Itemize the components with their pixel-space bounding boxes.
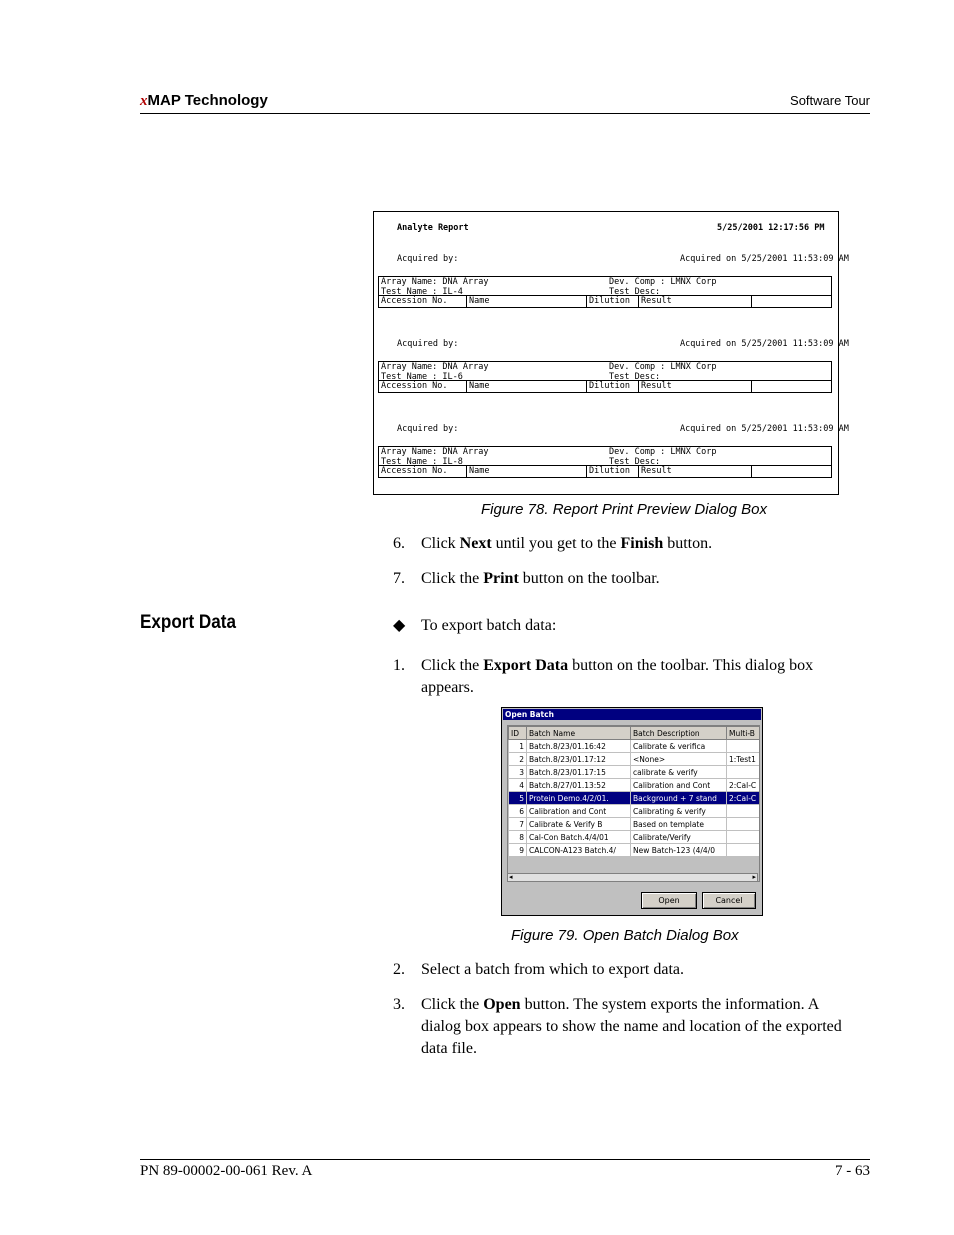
grid-cell[interactable]: Batch.8/23/01.16:42 [527, 740, 631, 753]
step-number: 3. [393, 996, 405, 1013]
step-text: Click Next until you get to the Finish button. [421, 535, 713, 552]
grid-cell[interactable]: Cal-Con Batch.4/4/01 [527, 831, 631, 844]
grid-cell[interactable]: Calibrate/Verify [631, 831, 727, 844]
col-accession: Accession No. [381, 296, 448, 306]
step-text: Select a batch from which to export data. [421, 961, 685, 978]
col-name: Name [466, 381, 489, 392]
grid-column-header[interactable]: Batch Description [631, 727, 727, 740]
acquired-on-label: Acquired on 5/25/2001 11:53:09 AM [680, 254, 849, 264]
grid-cell[interactable] [727, 805, 760, 818]
acquired-by-label: Acquired by: [397, 424, 459, 434]
col-name: Name [466, 296, 489, 307]
grid-cell[interactable]: 1 [509, 740, 527, 753]
result-header-row [378, 296, 832, 308]
table-row[interactable] [509, 779, 760, 792]
grid-cell[interactable]: calibrate & verify [631, 766, 727, 779]
table-row[interactable] [509, 831, 760, 844]
grid-column-header[interactable]: Batch Name [527, 727, 631, 740]
col-dilution: Dilution [586, 381, 630, 392]
col-result: Result [638, 466, 672, 477]
bullet-text: To export batch data: [421, 617, 557, 634]
report-preview [373, 211, 849, 495]
grid-cell[interactable]: 6 [509, 805, 527, 818]
step-number: 1. [393, 657, 405, 674]
table-row[interactable] [509, 792, 760, 805]
footer-rule [140, 1159, 870, 1160]
table-row[interactable] [509, 805, 760, 818]
test-desc: Test Desc: [609, 372, 661, 382]
assay-info [378, 446, 832, 466]
scroll-right-arrow-icon[interactable]: ▸ [752, 873, 756, 881]
col-blank [751, 381, 754, 392]
assay-info [378, 361, 832, 381]
figure-79-caption: Figure 79. Open Batch Dialog Box [511, 927, 739, 944]
grid-cell[interactable] [727, 844, 760, 857]
test-name: Test Name : IL-4 [381, 287, 463, 297]
figure-78-caption: Figure 78. Report Print Preview Dialog Box [481, 501, 767, 518]
test-name: Test Name : IL-8 [381, 457, 463, 467]
table-row[interactable] [509, 766, 760, 779]
grid-cell[interactable]: 2:Cal-C [727, 779, 760, 792]
step-2 [393, 959, 873, 981]
horizontal-scrollbar[interactable] [507, 873, 758, 882]
grid-cell[interactable]: 8 [509, 831, 527, 844]
grid-cell[interactable]: Batch.8/23/01.17:12 [527, 753, 631, 766]
col-result: Result [638, 381, 672, 392]
grid-cell[interactable]: 2 [509, 753, 527, 766]
header-brand-x: x [140, 93, 148, 109]
step-text: Click the Open button. The system exports the information. A dialog box appears to show the name and location of the exported data file. [421, 996, 842, 1057]
table-row[interactable] [509, 844, 760, 857]
report-title: Analyte Report [397, 223, 469, 233]
grid-cell[interactable] [727, 831, 760, 844]
grid-column-header[interactable]: ID [509, 727, 527, 740]
grid-header-row [509, 727, 760, 740]
table-row[interactable] [509, 753, 760, 766]
grid-cell[interactable]: Calibration and Cont [527, 805, 631, 818]
grid-cell[interactable]: Batch.8/23/01.17:15 [527, 766, 631, 779]
table-row[interactable] [509, 740, 760, 753]
dialog-title-bar: Open Batch [503, 709, 761, 720]
result-header-row [378, 466, 832, 478]
grid-cell[interactable] [727, 740, 760, 753]
grid-cell[interactable]: New Batch-123 (4/4/0 [631, 844, 727, 857]
batch-grid[interactable] [507, 725, 760, 882]
grid-column-header[interactable]: Multi-B [727, 727, 760, 740]
grid-cell[interactable]: Calibrating & verify [631, 805, 727, 818]
col-blank [751, 296, 754, 307]
assay-info [378, 276, 832, 296]
header-rule [140, 113, 870, 114]
step-7 [393, 568, 873, 590]
array-name: Array Name: DNA Array [381, 277, 489, 287]
acquired-on-label: Acquired on 5/25/2001 11:53:09 AM [680, 339, 849, 349]
grid-cell[interactable]: Protein Demo.4/2/01. [527, 792, 631, 805]
col-result: Result [638, 296, 672, 307]
grid-cell[interactable]: Calibrate & Verify B [527, 818, 631, 831]
report-assay-box [378, 446, 832, 480]
footer-page-number: 7 - 63 [835, 1163, 870, 1179]
footer-part-number: PN 89-00002-00-061 Rev. A [140, 1163, 313, 1179]
step-3 [393, 994, 873, 1060]
grid-cell[interactable]: 2:Cal-C [727, 792, 760, 805]
array-name: Array Name: DNA Array [381, 362, 489, 372]
step-number: 2. [393, 961, 405, 978]
header-title [140, 92, 268, 110]
grid-cell[interactable]: Batch.8/27/01.13:52 [527, 779, 631, 792]
step-number: 7. [393, 570, 405, 587]
grid-cell[interactable]: 4 [509, 779, 527, 792]
dev-comp: Dev. Comp : LMNX Corp [609, 277, 717, 287]
col-name: Name [466, 466, 489, 477]
header-brand-rest: MAP Technology [147, 92, 268, 109]
acquired-on-label: Acquired on 5/25/2001 11:53:09 AM [680, 424, 849, 434]
acquired-by-label: Acquired by: [397, 339, 459, 349]
table-row[interactable] [509, 818, 760, 831]
grid-cell[interactable]: 9 [509, 844, 527, 857]
col-dilution: Dilution [586, 296, 630, 307]
col-blank [751, 466, 754, 477]
grid-cell[interactable]: 7 [509, 818, 527, 831]
dev-comp: Dev. Comp : LMNX Corp [609, 447, 717, 457]
step-1 [393, 655, 873, 699]
grid-cell[interactable]: <None> [631, 753, 727, 766]
col-accession: Accession No. [381, 466, 448, 476]
col-accession: Accession No. [381, 381, 448, 391]
grid-cell[interactable]: Based on template [631, 818, 727, 831]
step-number: 6. [393, 535, 405, 552]
cancel-button[interactable]: Cancel [702, 892, 756, 909]
col-dilution: Dilution [586, 466, 630, 477]
scroll-left-arrow-icon[interactable]: ◂ [509, 873, 513, 881]
array-name: Array Name: DNA Array [381, 447, 489, 457]
diamond-bullet-icon: ◆ [393, 617, 406, 634]
grid-cell[interactable]: 5 [509, 792, 527, 805]
grid-cell[interactable]: CALCON-A123 Batch.4/ [527, 844, 631, 857]
result-header-row [378, 381, 832, 393]
test-desc: Test Desc: [609, 457, 661, 467]
open-batch-dialog [501, 707, 763, 916]
report-assay-box [378, 361, 832, 395]
step-text: Click the Export Data button on the toolbar. This dialog box appears. [421, 657, 814, 696]
grid-cell[interactable] [727, 766, 760, 779]
grid-cell[interactable] [727, 818, 760, 831]
grid-cell[interactable]: 1:Test1 [727, 753, 760, 766]
grid-cell[interactable]: Calibrate & verifica [631, 740, 727, 753]
report-timestamp: 5/25/2001 12:17:56 PM [717, 223, 825, 233]
grid-cell[interactable]: Calibration and Cont [631, 779, 727, 792]
section-heading: Export Data [140, 612, 236, 633]
step-text: Click the Print button on the toolbar. [421, 570, 660, 587]
test-name: Test Name : IL-6 [381, 372, 463, 382]
grid-cell[interactable]: 3 [509, 766, 527, 779]
dev-comp: Dev. Comp : LMNX Corp [609, 362, 717, 372]
header-section: Software Tour [790, 93, 870, 108]
open-button[interactable]: Open [641, 892, 697, 909]
grid-cell[interactable]: Background + 7 stand [631, 792, 727, 805]
acquired-by-label: Acquired by: [397, 254, 459, 264]
test-desc: Test Desc: [609, 287, 661, 297]
step-6 [393, 533, 873, 555]
report-assay-box [378, 276, 832, 310]
